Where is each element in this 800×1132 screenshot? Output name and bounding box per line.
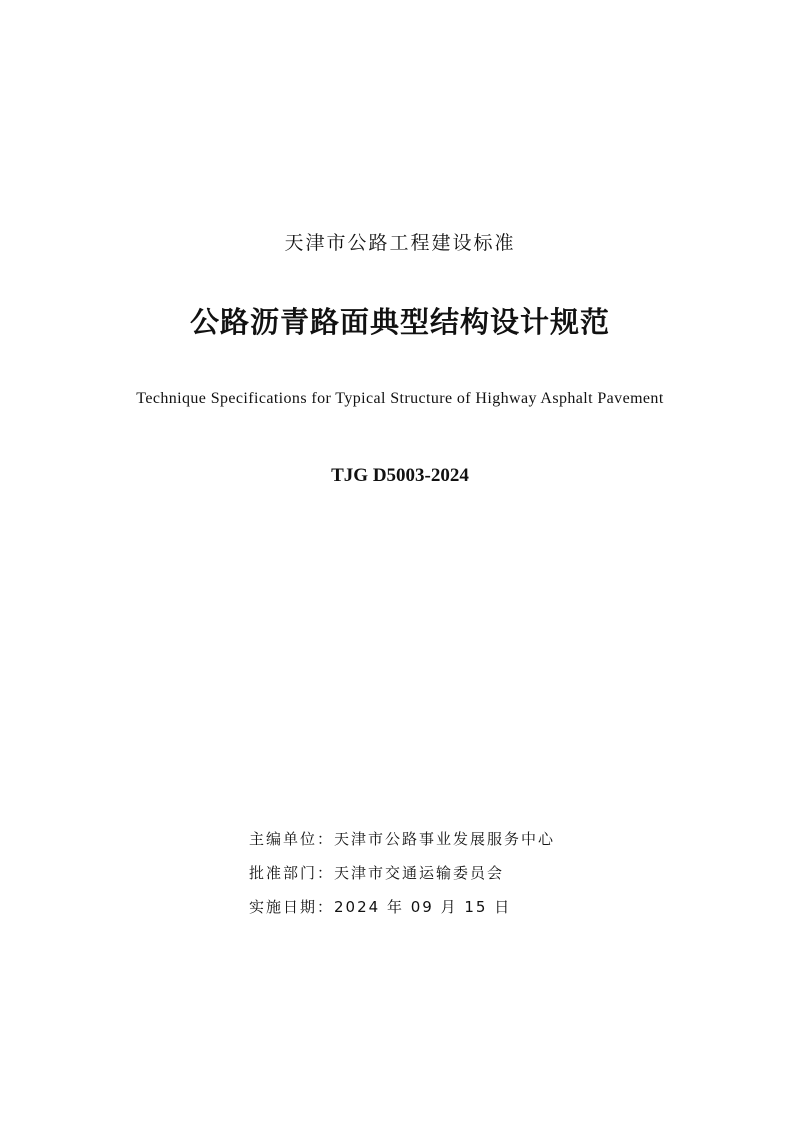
approver-line [249,862,555,896]
standard-code: TJG D5003-2024 [331,465,469,486]
standard-series: 天津市公路工程建设标准 [284,232,516,254]
english-title: Technique Specifications for Typical Structure of Highway Asphalt Pavement [136,390,664,407]
document-title: 公路沥青路面典型结构设计规范 [189,305,610,339]
editor-label: 主编单位： [249,830,335,848]
editor-value: 天津市公路事业发展服务中心 [334,830,556,848]
approver-label: 批准部门： [249,864,335,882]
date-value: 2024 年 09 月 15 日 [334,898,512,916]
date-line [249,896,555,930]
approver-value: 天津市交通运输委员会 [334,864,505,882]
publication-info [249,828,555,930]
date-label: 实施日期： [249,898,335,916]
editor-line [249,828,555,862]
